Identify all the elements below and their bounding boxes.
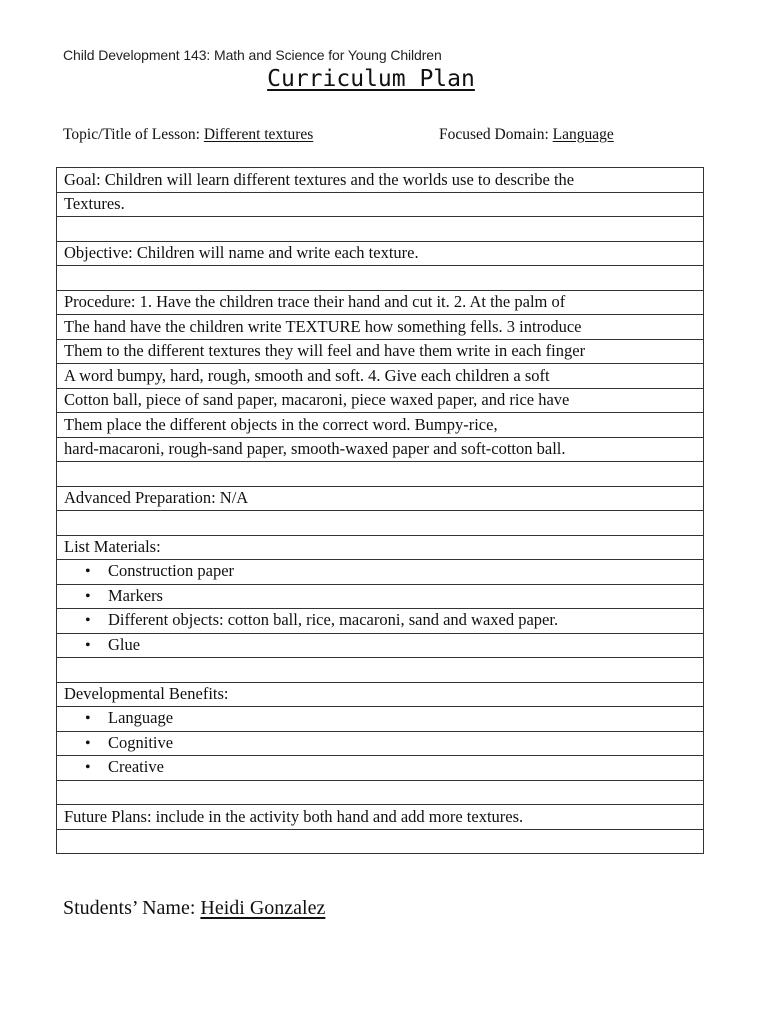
table-row	[57, 192, 704, 217]
table-row	[57, 168, 704, 193]
material-text: Construction paper	[108, 561, 235, 581]
benefits-label: Developmental Benefits:	[57, 682, 704, 707]
bullet-icon: •	[85, 734, 91, 752]
table-row	[57, 511, 704, 536]
material-text: Different objects: cotton ball, rice, macaroni, sand and waxed paper.	[108, 610, 559, 630]
bullet-icon: •	[85, 710, 91, 728]
table-row	[57, 535, 704, 560]
student-name	[63, 897, 325, 920]
table-row	[57, 266, 704, 291]
blank-cell	[57, 829, 704, 854]
domain-value: Language	[552, 126, 614, 143]
bullet-icon: •	[85, 612, 91, 630]
material-item	[57, 560, 704, 585]
material-item	[57, 584, 704, 609]
table-row	[57, 829, 704, 854]
course-header: Child Development 143: Math and Science for Young Children	[63, 47, 442, 63]
material-item	[57, 633, 704, 658]
lesson-topic	[63, 126, 313, 144]
focused-domain	[439, 126, 614, 144]
curriculum-table	[56, 167, 704, 854]
benefit-item	[57, 707, 704, 732]
table-row	[57, 756, 704, 781]
table-row	[57, 364, 704, 389]
blank-cell	[57, 658, 704, 683]
topic-label: Topic/Title of Lesson:	[63, 126, 204, 143]
table-row	[57, 241, 704, 266]
benefit-text: Cognitive	[108, 732, 174, 752]
table-row	[57, 388, 704, 413]
blank-cell	[57, 462, 704, 487]
table-row	[57, 486, 704, 511]
goal-line: Goal: Children will learn different textures and the worlds use to describe the	[57, 168, 704, 193]
procedure-line: Cotton ball, piece of sand paper, macaroni, piece waxed paper, and rice have	[57, 388, 704, 413]
blank-cell	[57, 511, 704, 536]
table-row	[57, 339, 704, 364]
table-row	[57, 560, 704, 585]
table-row	[57, 217, 704, 242]
blank-cell	[57, 780, 704, 805]
procedure-line: A word bumpy, hard, rough, smooth and soft. 4. Give each children a soft	[57, 364, 704, 389]
benefit-text: Creative	[108, 757, 164, 777]
preparation-line: Advanced Preparation: N/A	[57, 486, 704, 511]
material-text: Glue	[108, 634, 141, 654]
table-row	[57, 731, 704, 756]
procedure-line: Procedure: 1. Have the children trace their hand and cut it. 2. At the palm of	[57, 290, 704, 315]
procedure-line: Them place the different objects in the correct word. Bumpy-rice,	[57, 413, 704, 438]
table-row	[57, 707, 704, 732]
student-value: Heidi Gonzalez	[200, 897, 326, 919]
student-label: Students’ Name:	[63, 897, 201, 919]
benefit-item	[57, 731, 704, 756]
objective-line: Objective: Children will name and write each texture.	[57, 241, 704, 266]
table-row	[57, 462, 704, 487]
table-row	[57, 413, 704, 438]
material-text: Markers	[108, 585, 163, 605]
future-plans-line: Future Plans: include in the activity both hand and add more textures.	[57, 805, 704, 830]
topic-value: Different textures	[203, 126, 314, 143]
table-row	[57, 290, 704, 315]
materials-label: List Materials:	[57, 535, 704, 560]
table-row	[57, 658, 704, 683]
table-row	[57, 805, 704, 830]
domain-label: Focused Domain:	[439, 126, 553, 143]
blank-cell	[57, 266, 704, 291]
benefit-text: Language	[108, 708, 174, 728]
bullet-icon: •	[85, 759, 91, 777]
benefit-item	[57, 756, 704, 781]
table-row	[57, 437, 704, 462]
document-title: Curriculum Plan	[267, 66, 475, 92]
procedure-line: Them to the different textures they will feel and have them write in each finger	[57, 339, 704, 364]
table-row	[57, 315, 704, 340]
bullet-icon: •	[85, 563, 91, 581]
goal-line: Textures.	[57, 192, 704, 217]
bullet-icon: •	[85, 636, 91, 654]
blank-cell	[57, 217, 704, 242]
table-row	[57, 682, 704, 707]
bullet-icon: •	[85, 587, 91, 605]
procedure-line: hard-macaroni, rough-sand paper, smooth-waxed paper and soft-cotton ball.	[57, 437, 704, 462]
material-item	[57, 609, 704, 634]
table-row	[57, 780, 704, 805]
table-row	[57, 609, 704, 634]
procedure-line: The hand have the children write TEXTURE how something fells. 3 introduce	[57, 315, 704, 340]
table-row	[57, 584, 704, 609]
table-row	[57, 633, 704, 658]
